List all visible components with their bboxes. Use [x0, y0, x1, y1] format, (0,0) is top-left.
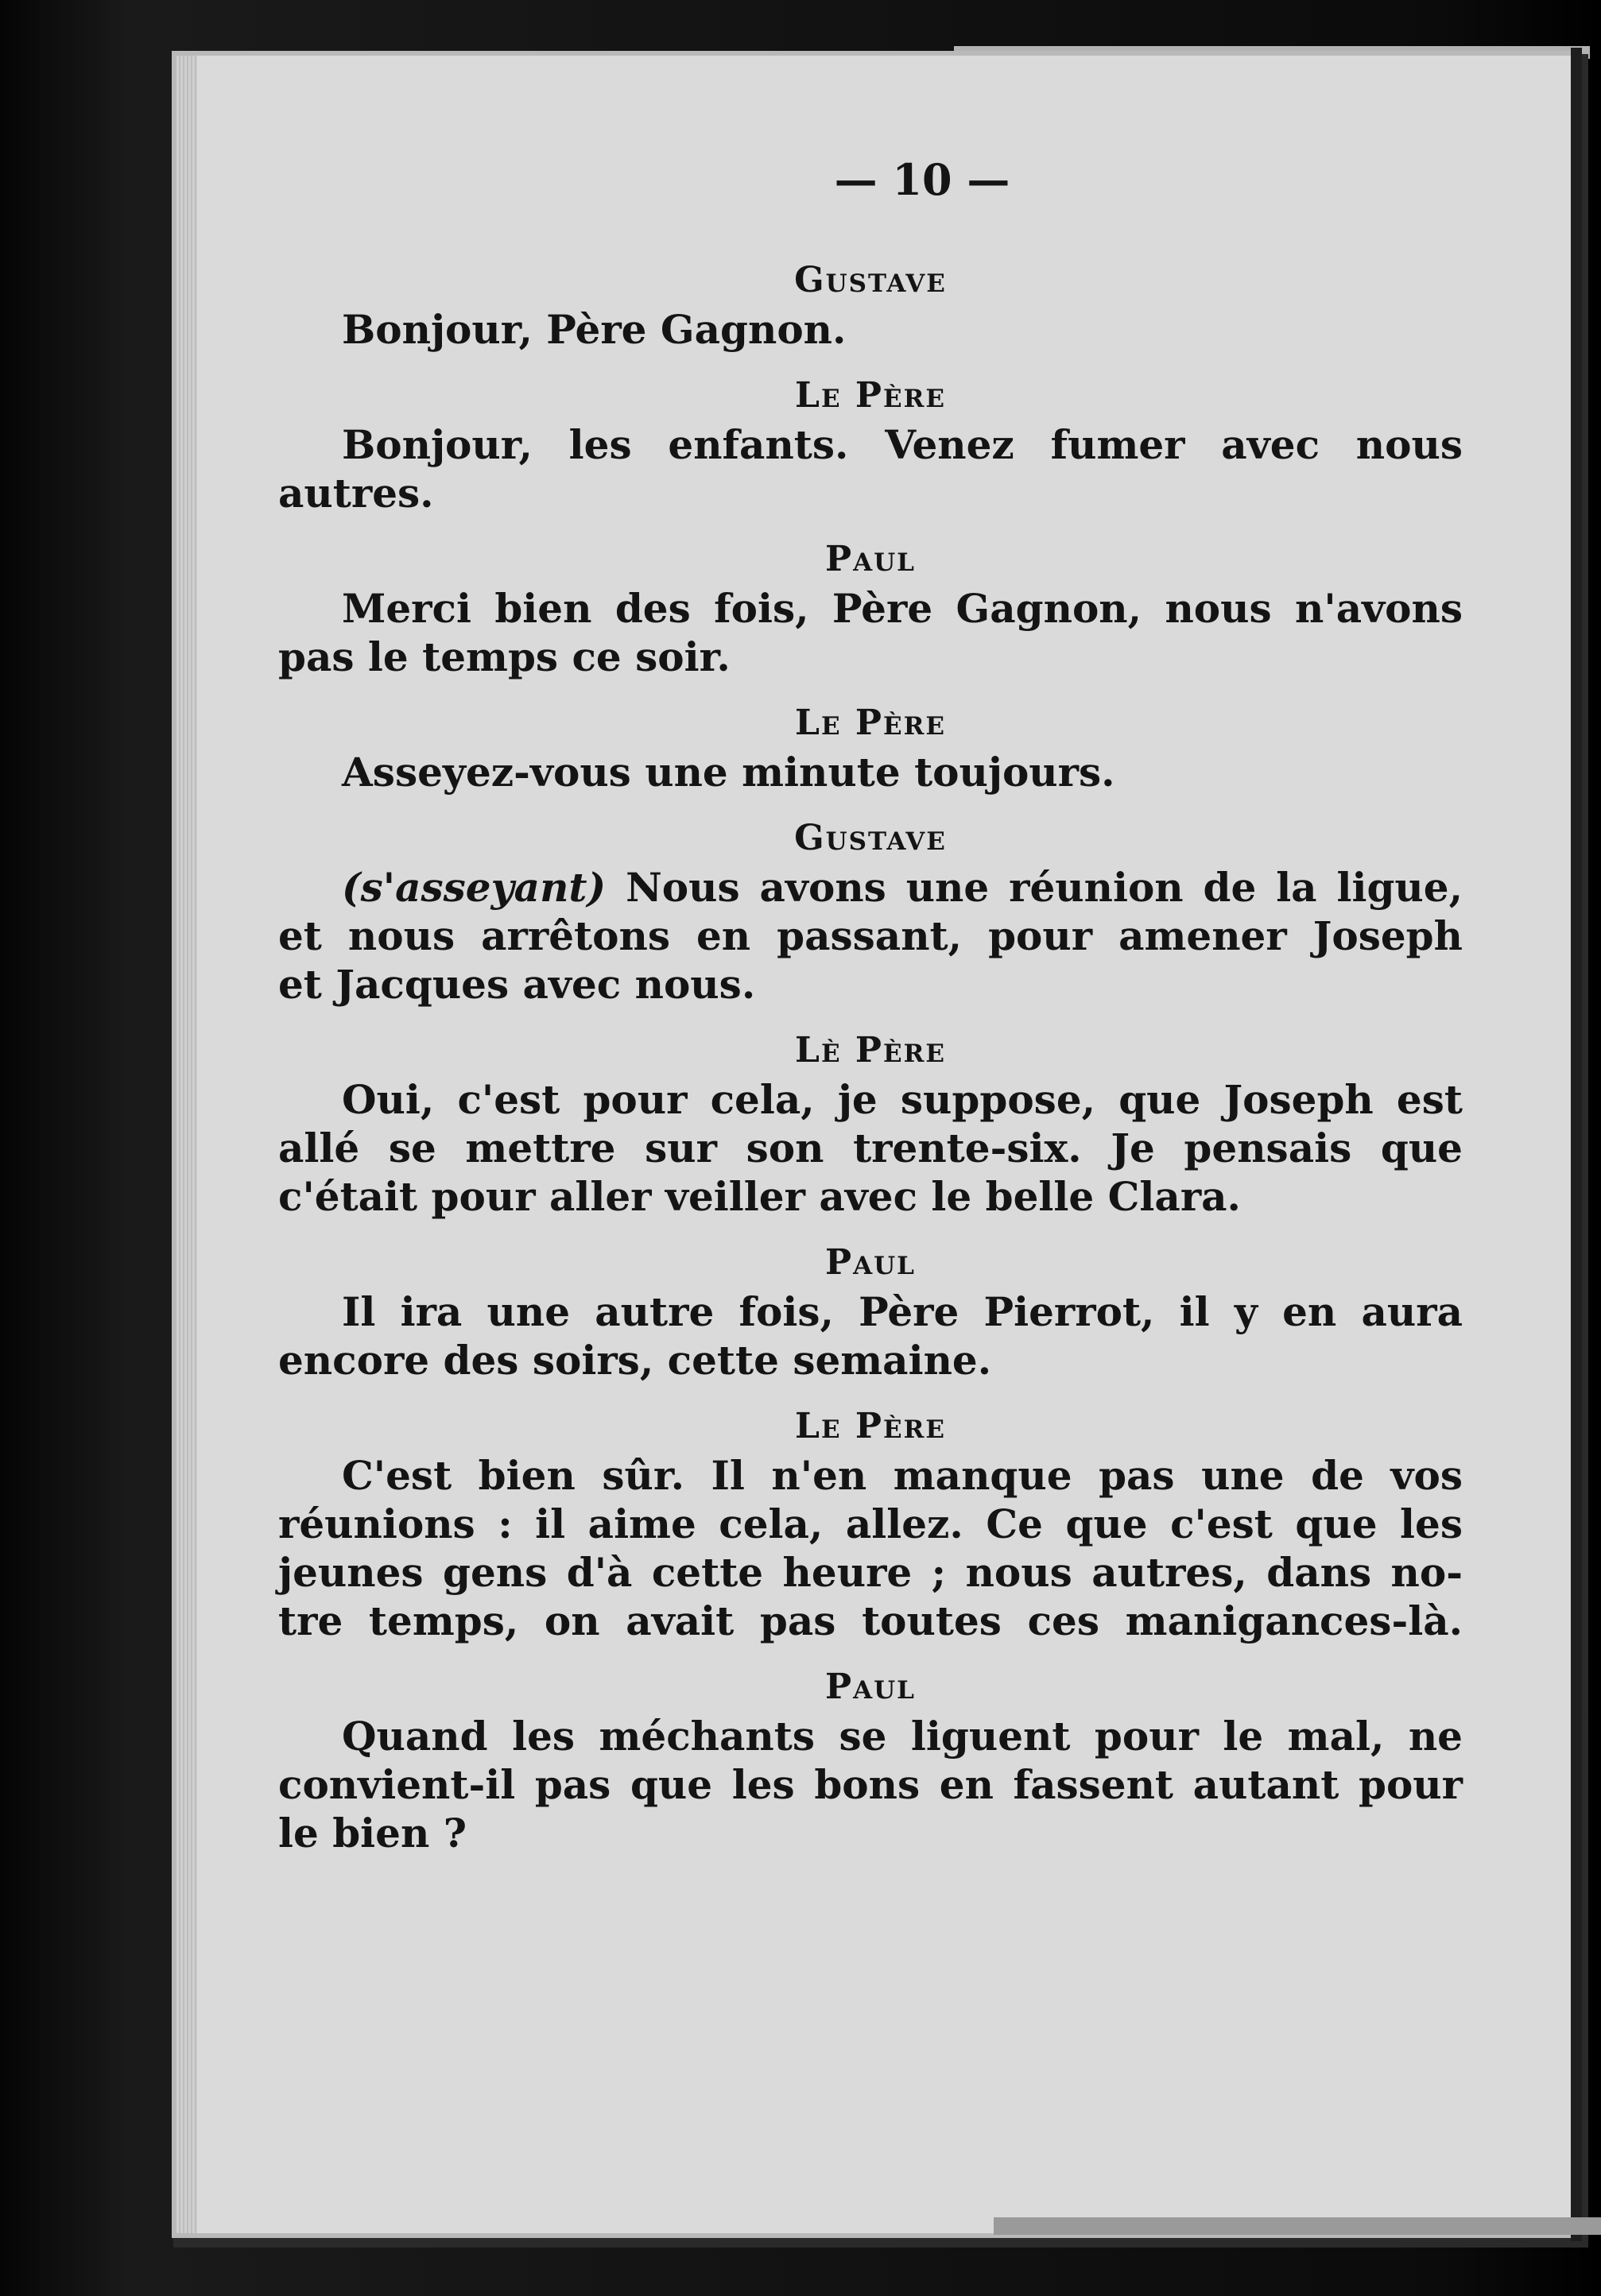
dialogue-line: jeunes gens d'à cette heure ; nous autres, dans no- — [278, 1549, 1463, 1596]
dialogue-line: Oui, c'est pour cela, je suppose, que Joseph est — [342, 1076, 1463, 1123]
dialogue-block — [278, 256, 1463, 354]
dialogue-block — [278, 1238, 1463, 1384]
dialogue-line: encore des soirs, cette semaine. — [278, 1337, 992, 1384]
dialogue-line: Bonjour, les enfants. Venez fumer avec nous — [342, 421, 1463, 468]
dialogue-block — [278, 1663, 1463, 1857]
page-content — [278, 151, 1463, 1857]
page-number: — 10 — — [834, 154, 1010, 205]
dialogue-line: convient-il pas que les bons en fassent autant pour — [278, 1761, 1463, 1808]
dialogue-line: Il ira une autre fois, Père Pierrot, il y en aura — [342, 1288, 1463, 1335]
dialogue-block — [278, 814, 1463, 1009]
speaker-name: Le Père — [795, 375, 946, 416]
dialogue-block — [278, 1402, 1463, 1645]
dialogue-line: Bonjour, Père Gagnon. — [342, 306, 847, 353]
dialogue-line: Merci bien des fois, Père Gagnon, nous n'avons — [342, 585, 1463, 632]
page-stack-edge — [176, 56, 197, 2233]
speaker-name: Le Père — [795, 1406, 946, 1446]
dialogue-line: le bien ? — [278, 1810, 467, 1857]
dialogue-line: Asseyez-vous une minute toujours. — [342, 749, 1115, 796]
dialogue-line: tre temps, on avait pas toutes ces manigances-là. — [278, 1597, 1463, 1644]
speaker-name: Gustave — [794, 818, 947, 858]
speaker-name: Paul — [825, 1242, 916, 1283]
dialogue-line — [278, 863, 1463, 912]
speaker-name: Paul — [825, 1667, 916, 1707]
dialogue-line: c'était pour aller veiller avec le belle Clara. — [278, 1173, 1241, 1220]
dialogue-line: Quand les méchants se liguent pour le mal, ne — [342, 1713, 1463, 1760]
bottom-shadow-band — [994, 2217, 1601, 2235]
dialogue-line: et nous arrêtons en passant, pour amener Joseph — [278, 912, 1463, 959]
dialogue-block — [278, 371, 1463, 517]
speaker-name: Paul — [825, 539, 916, 579]
speaker-name: Lè Père — [795, 1030, 946, 1071]
dialogue-text: Nous avons une réunion de la ligue, — [626, 864, 1463, 911]
speaker-name: Le Père — [795, 703, 946, 743]
dialogue-line: autres. — [278, 470, 434, 517]
dialogue-block — [278, 535, 1463, 681]
dialogue-block — [278, 1026, 1463, 1221]
dialogue-line: réunions : il aime cela, allez. Ce que c'est que les — [278, 1500, 1463, 1547]
right-binding-shadow — [1571, 48, 1582, 2241]
dialogue-line: C'est bien sûr. Il n'en manque pas une de vos — [342, 1452, 1463, 1499]
dialogue-block — [278, 699, 1463, 796]
dialogue-line: allé se mettre sur son trente-six. Je pensais que — [278, 1125, 1463, 1171]
stage-direction: (s'asseyant) — [342, 864, 607, 911]
dialogue-line: pas le temps ce soir. — [278, 633, 731, 680]
speaker-name: Gustave — [794, 260, 947, 300]
dialogue-line: et Jacques avec nous. — [278, 961, 756, 1008]
